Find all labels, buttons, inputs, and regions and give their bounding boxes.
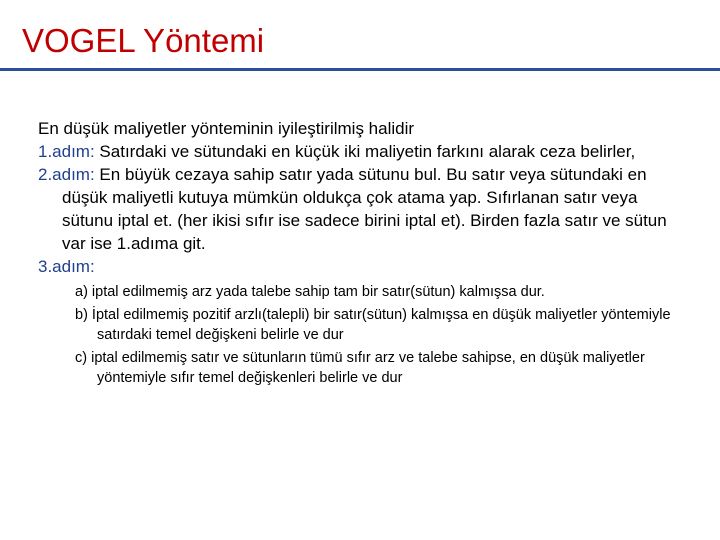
step-2 [38, 163, 678, 255]
step-3-substeps [75, 282, 675, 388]
substep-b: b) İptal edilmemiş pozitif arzlı(talepli) bir satır(sütun) kalmışsa en düşük maliyetler yöntemiyle satırdaki temel değişkeni belirle ve dur [75, 307, 671, 343]
step-3-label: 3.adım: [38, 257, 95, 276]
title-divider [0, 68, 720, 71]
step-2-label: 2.adım: [38, 165, 95, 184]
step-1 [38, 140, 678, 163]
step-1-label: 1.adım: [38, 142, 95, 161]
slide-title: VOGEL Yöntemi [22, 22, 265, 59]
substep-c: c) iptal edilmemiş satır ve sütunların tümü sıfır arz ve talebe sahipse, en düşük maliyetler yöntemiyle sıfır temel değişkenleri belirle ve dur [75, 350, 645, 386]
substep-a: a) iptal edilmemiş arz yada talebe sahip tam bir satır(sütun) kalmışsa dur. [75, 284, 545, 300]
step-1-text: Satırdaki ve sütundaki en küçük iki maliyetin farkını alarak ceza belirler, [94, 142, 636, 161]
intro-text: En düşük maliyetler yönteminin iyileştirilmiş halidir [38, 119, 415, 138]
step-3 [38, 255, 678, 278]
step-2-text: En büyük cezaya sahip satır yada sütunu bul. Bu satır veya sütundaki en düşük maliyetli kutuya mümkün oldukça çok atama yap. Sıfırlanan satır veya sütunu iptal et. (her ikisi sıfır ise sadece birini iptal et). Birden fazla satır ve sütun var ise 1.adıma git. [62, 165, 667, 253]
slide-body [38, 117, 678, 391]
